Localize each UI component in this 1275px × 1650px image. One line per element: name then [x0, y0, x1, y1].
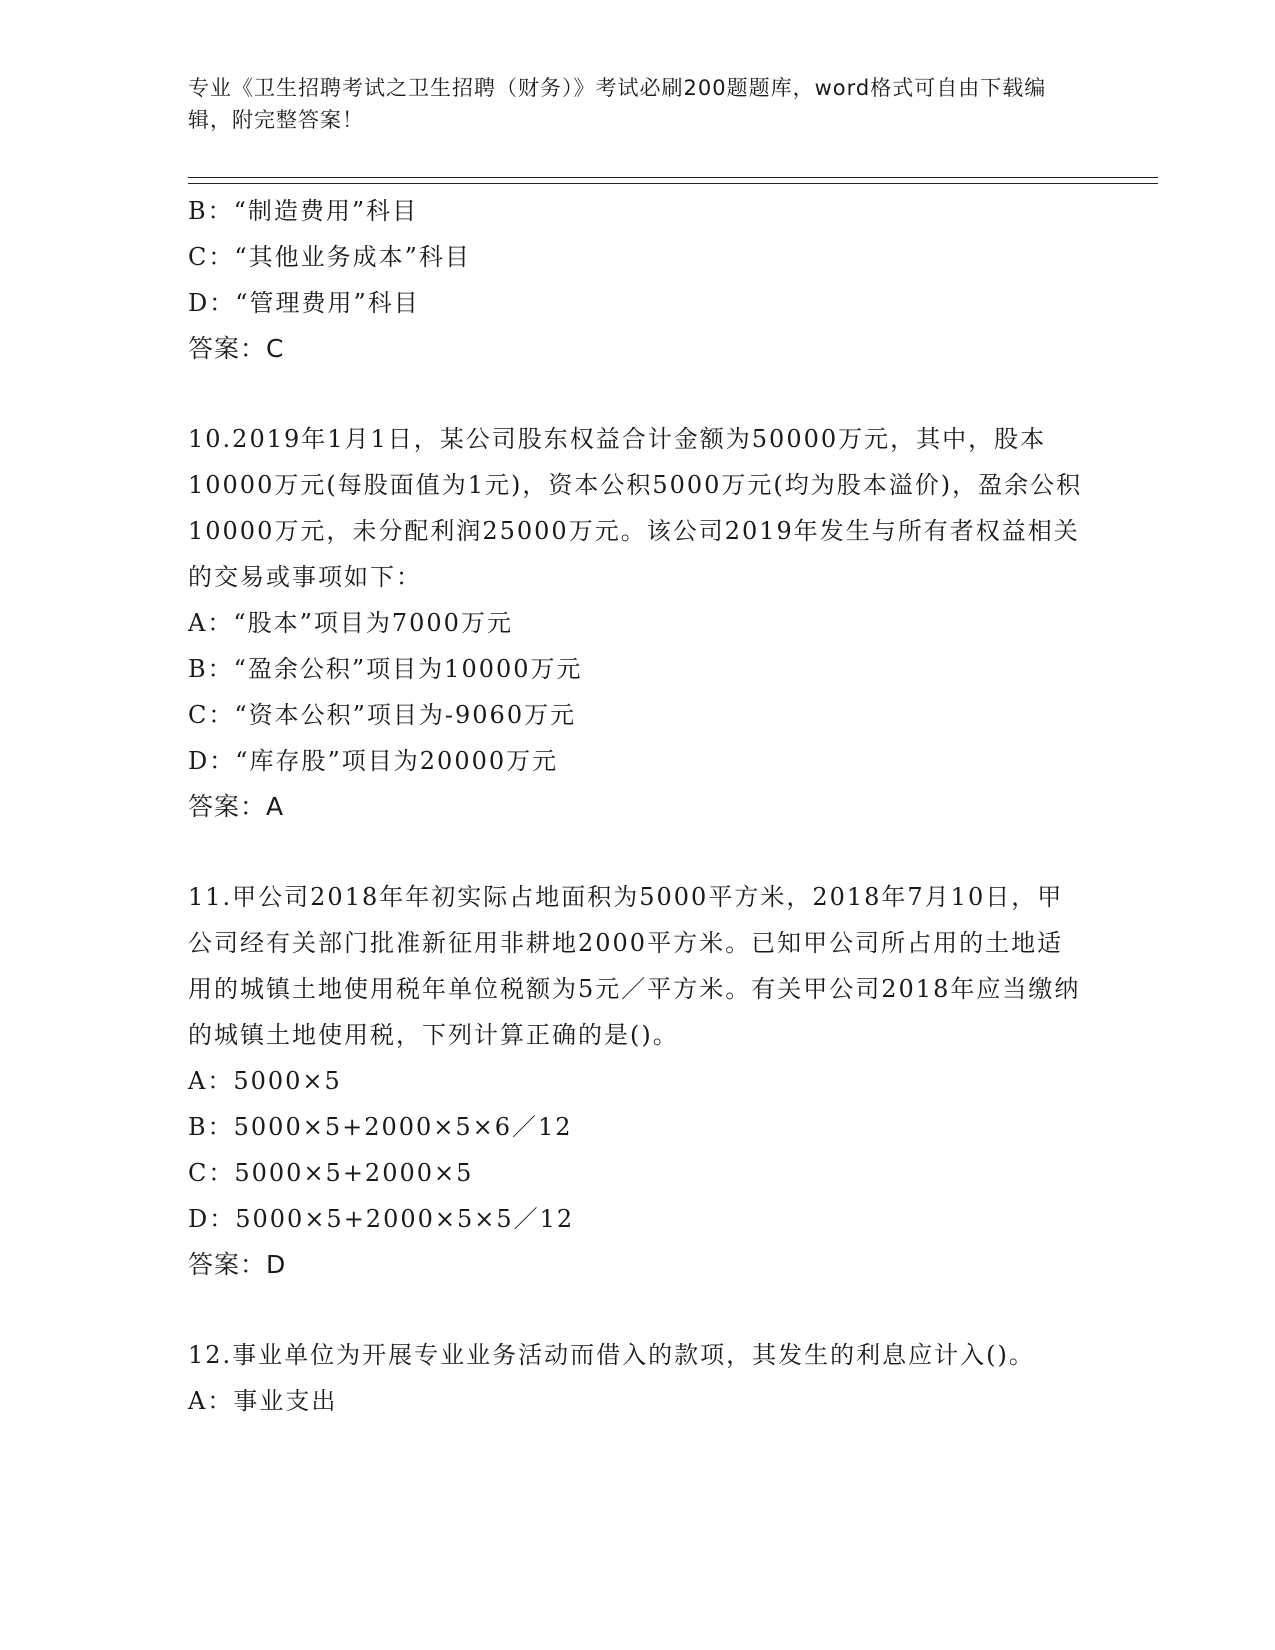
answer-line: 答案：C	[188, 334, 285, 363]
question-9-continuation	[188, 188, 1088, 372]
answer-line: 答案：D	[188, 1250, 287, 1279]
question-text: 10.2019年1月1日，某公司股东权益合计金额为50000万元，其中，股本10000万元(每股面值为1元)，资本公积5000万元(均为股本溢价)，盈余公积10000万元，未分配利润25000万元。该公司2019年发生与所有者权益相关的交易或事项如下：	[188, 425, 1083, 591]
option-b: B：“盈余公积”项目为10000万元	[188, 655, 583, 683]
option-c: C：5000×5+2000×5	[188, 1159, 474, 1187]
spacer	[188, 830, 1088, 874]
question-10	[188, 416, 1088, 830]
option-a: A：5000×5	[188, 1067, 342, 1095]
option-b: B：5000×5+2000×5×6／12	[188, 1113, 573, 1141]
question-text: 11.甲公司2018年年初实际占地面积为5000平方米，2018年7月10日，甲公司经有关部门批准新征用非耕地2000平方米。已知甲公司所占用的土地适用的城镇土地使用税年单位税额为5元／平方米。有关甲公司2018年应当缴纳的城镇土地使用税，下列计算正确的是()。	[188, 883, 1081, 1049]
spacer	[188, 372, 1088, 416]
option-d: D：“库存股”项目为20000万元	[188, 747, 559, 775]
question-text: 12.事业单位为开展专业业务活动而借入的款项，其发生的利息应计入()。	[188, 1341, 1035, 1369]
option-d: D：5000×5+2000×5×5／12	[188, 1205, 575, 1233]
header-divider-bottom	[188, 183, 1158, 184]
document-body	[188, 188, 1088, 1424]
document-header: 专业《卫生招聘考试之卫生招聘（财务）》考试必刷200题题库，word格式可自由下载编辑，附完整答案！	[188, 76, 1047, 132]
option-c: C：“资本公积”项目为-9060万元	[188, 701, 577, 729]
header-divider-top	[188, 177, 1158, 178]
spacer	[188, 1288, 1088, 1332]
option-c: C：“其他业务成本”科目	[188, 243, 471, 271]
option-d: D：“管理费用”科目	[188, 289, 420, 317]
question-12	[188, 1332, 1088, 1424]
option-a: A：事业支出	[188, 1387, 338, 1415]
question-11	[188, 874, 1088, 1288]
option-b: B：“制造费用”科目	[188, 197, 419, 225]
option-a: A：“股本”项目为7000万元	[188, 609, 513, 637]
answer-line: 答案：A	[188, 792, 285, 821]
